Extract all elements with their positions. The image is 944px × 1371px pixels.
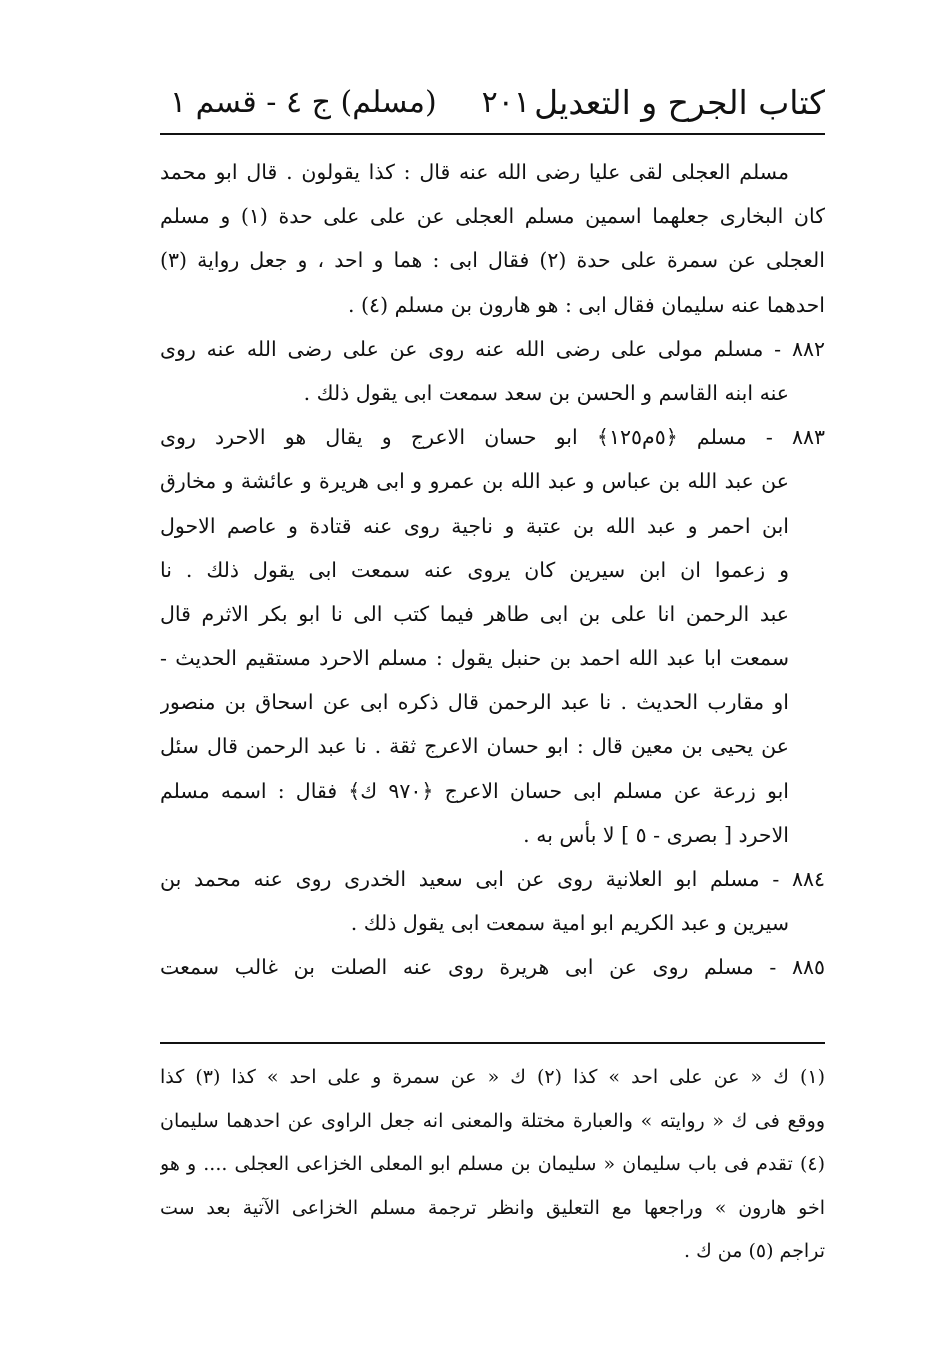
text-line: و زعموا ان ابن سيرين كان يروى عنه سمعت ابى يقول ذلك . نا <box>160 557 789 582</box>
text-line: الاحرد [ بصرى - ٥ ] لا بأس به . <box>523 822 789 847</box>
text-line: عنه ابنه القاسم و الحسن بن سعد سمعت ابى يقول ذلك . <box>303 380 789 405</box>
text-line: عن عبد الله بن عباس و عبد الله بن عمرو و ابى هريرة و عائشة و مخارق <box>160 469 789 494</box>
text-line: احدهما عنه سليمان فقال ابى : هو هارون بن مسلم (٤) . <box>348 292 825 317</box>
footnote-line: تراجم (٥) من ك . <box>684 1240 825 1262</box>
text-line: عن يحيى بن معين قال : ابو حسان الاعرج ثقة . نا عبد الرحمن قال سئل <box>160 734 789 759</box>
entry-883-line: ٨٨٣ - مسلم ﴿٥م١٢٥﴾ ابو حسان الاعرج و يقال هو الاحرد روى <box>160 425 825 450</box>
footnote-rule <box>160 1042 825 1044</box>
main-text <box>160 150 825 990</box>
text-line: سمعت ابا عبد الله احمد بن حنبل يقول : مسلم الاحرد مستقيم الحديث - <box>160 646 789 671</box>
text-line: مسلم العجلى لقى عليا رضى الله عنه قال : كذا يقولون . قال ابو محمد <box>160 160 789 184</box>
entry-885-line: ٨٨٥ - مسلم روى عن ابى هريرة روى عنه الصلت بن غالب سمعت <box>160 955 825 980</box>
text-line: العجلى عن سمرة على حدة (٢) فقال ابى : هما و احد ، و جعل رواية (٣) <box>160 248 825 273</box>
footnote-line: (٤) تقدم فى باب سليمان « سليمان بن مسلم ابو المعلى الخزاعى العجلى .... و هو <box>160 1153 825 1175</box>
text-line: عبد الرحمن انا على بن ابى طاهر فيما كتب الى نا ابو بكر الاثرم قال <box>160 601 789 626</box>
header-rule <box>160 133 825 135</box>
text-line: ابن احمر و عبد الله بن عتبة و ناجية روى عنه قتادة و عاصم الاحول <box>160 513 789 538</box>
entry-882-line: ٨٨٢ - مسلم مولى على رضى الله عنه روى عن على رضى الله عنه روى <box>160 336 825 361</box>
entry-884-line: ٨٨٤ - مسلم ابو العلانية روى عن ابى سعيد الخدرى روى عنه محمد بن <box>160 867 825 891</box>
footnote-line: ووقع فى ك « روايته » والعبارة مختلة والمعنى انه جعل الراوى عن احدهما سليمان <box>160 1109 825 1132</box>
text-line: كان البخارى جعلهما اسمين مسلم العجلى عن على على حدة (١) و مسلم <box>160 204 825 229</box>
text-line: سيرين و عبد الكريم ابو امية سمعت ابى يقول ذلك . <box>350 911 789 936</box>
running-header <box>160 78 825 128</box>
text-line: ابو زرعة عن مسلم ابى حسان الاعرج ﴿٩٧٠ ك﴾ فقال : اسمه مسلم <box>160 778 789 803</box>
page-number: ٢٠١ <box>481 85 530 120</box>
book-title: كتاب الجرح و التعديل <box>534 83 825 122</box>
footnote-line: اخو هارون » وراجعها مع التعليق وانظر ترجمة مسلم الخزاعى الآتية بعد ست <box>160 1196 825 1219</box>
text-line: او مقارب الحديث . نا عبد الرحمن قال ذكره ابى عن اسحاق بن منصور <box>160 690 789 715</box>
volume-part: (مسلم) ج ٤ - قسم ١ <box>170 85 437 120</box>
footnote-line: (١) ك « عن على احد » كذا (٢) ك « عن سمرة و على احد » كذا (٣) كذا <box>160 1066 825 1088</box>
footnotes <box>160 1056 825 1274</box>
